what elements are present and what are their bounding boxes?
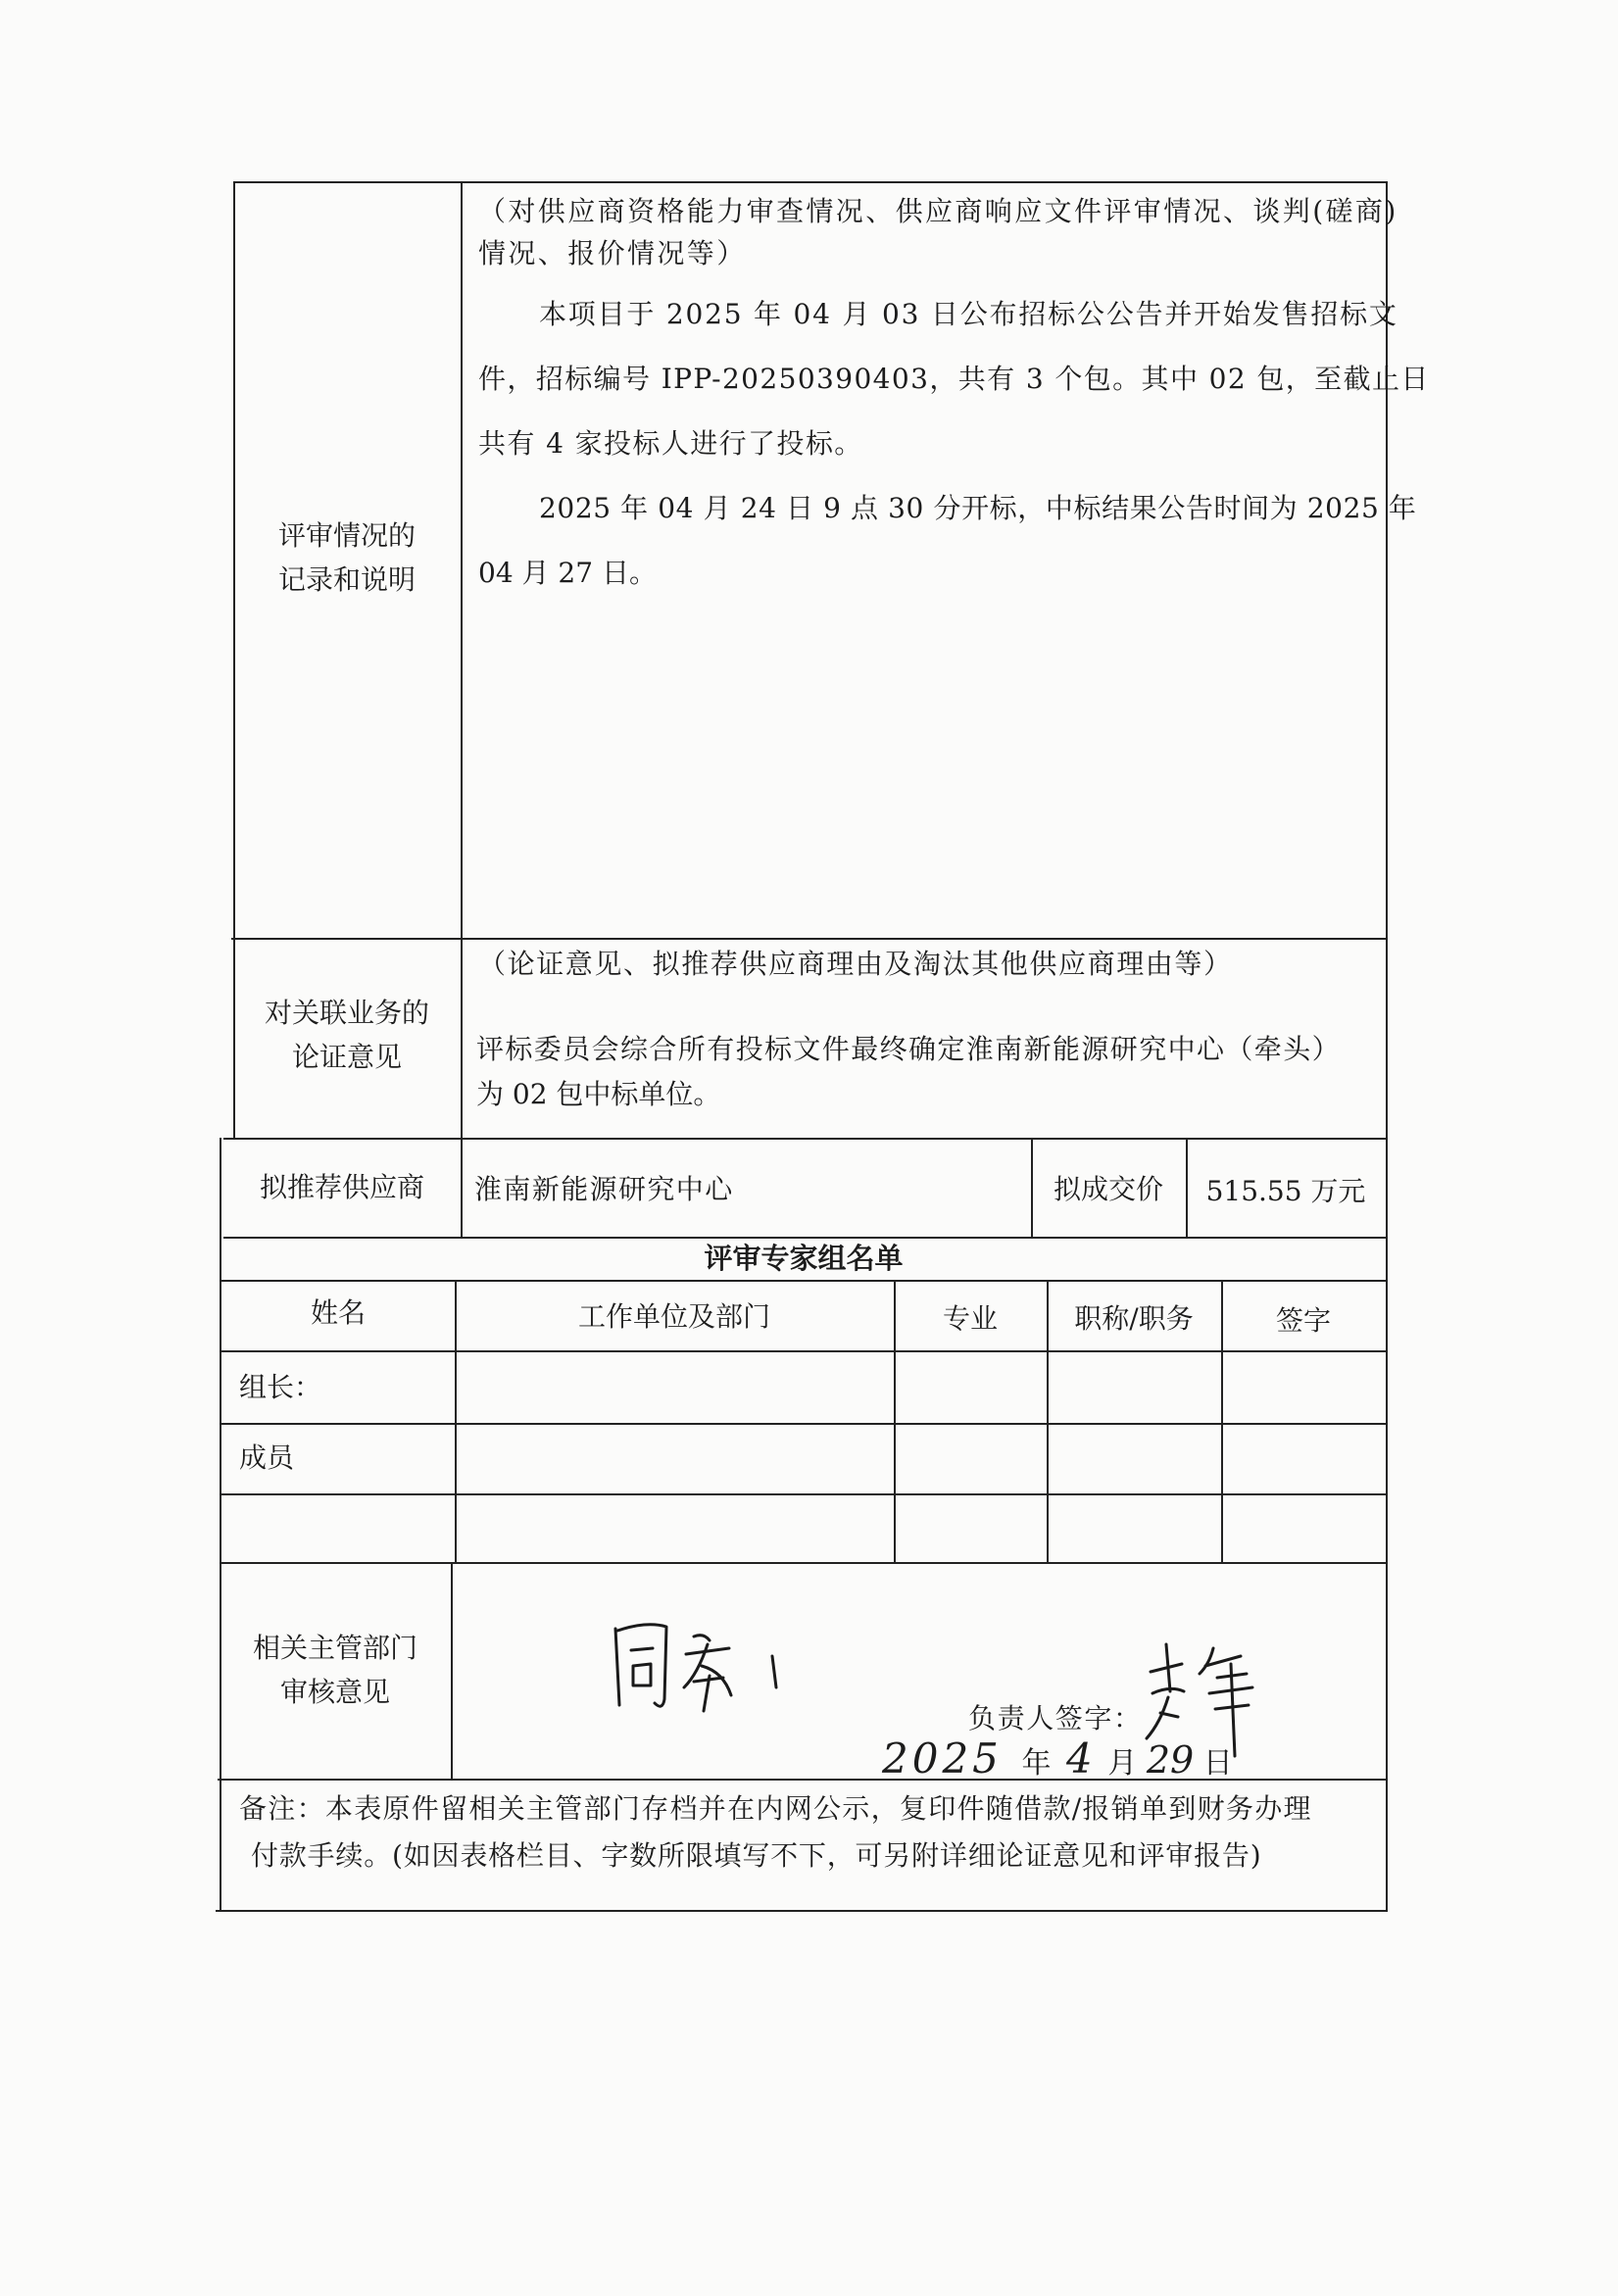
review-record-label <box>233 514 461 602</box>
review-record-hint-line: 情况、报价情况等） <box>478 237 747 270</box>
approval-date-day-label: 日 <box>1202 1746 1233 1781</box>
argument-body-line: 评标委员会综合所有投标文件最终确定淮南新能源研究中心（牵头） <box>476 1033 1342 1065</box>
argument-label-line: 对关联业务的 <box>264 997 429 1029</box>
review-record-hint <box>478 190 1398 275</box>
argument-label <box>233 992 461 1079</box>
remarks-line: 备注：本表原件留相关主管部门存档并在内网公示，复印件随借款/报销单到财务办理 <box>239 1792 1312 1825</box>
recommend-supplier: 淮南新能源研究中心 <box>474 1173 734 1205</box>
rule-after-member-2 <box>220 1562 1388 1564</box>
experts-header-major: 专业 <box>942 1302 998 1335</box>
rule-after-review <box>231 938 1388 940</box>
rule-label-col <box>461 181 463 1237</box>
review-record-body-line: 04 月 27 日。 <box>478 557 657 589</box>
rule-after-leader <box>221 1423 1388 1425</box>
rule-approval-col <box>451 1562 453 1779</box>
argument-label-line: 论证意见 <box>291 1041 402 1074</box>
experts-header-name: 姓名 <box>310 1296 366 1329</box>
review-record-body-line: 件，招标编号 IPP-20250390403，共有 3 个包。其中 02 包，至截止日 <box>478 363 1430 395</box>
approval-label-line: 审核意见 <box>279 1676 390 1709</box>
approval-label-line: 相关主管部门 <box>252 1632 417 1664</box>
remarks-line: 付款手续。(如因表格栏目、字数所限填写不下，可另附详细论证意见和评审报告) <box>251 1839 1262 1872</box>
review-record-body <box>478 282 1430 606</box>
experts-title: 评审专家组名单 <box>704 1242 904 1275</box>
review-record-body-line: 2025 年 04 月 24 日 9 点 30 分开标，中标结果公告时间为 2025 年 <box>539 492 1417 524</box>
approval-date-month-handwritten: 4 <box>1065 1734 1093 1783</box>
approval-opinion-handwriting <box>608 1617 804 1725</box>
argument-body <box>476 1027 1341 1117</box>
approval-date-year-handwritten: 2025 <box>882 1734 1003 1783</box>
recommend-label: 拟推荐供应商 <box>259 1171 424 1203</box>
experts-header-signature: 签字 <box>1275 1304 1331 1337</box>
approval-date-day-handwritten: 29 <box>1146 1738 1195 1782</box>
experts-header-title: 职称/职务 <box>1074 1302 1194 1335</box>
experts-header-unit: 工作单位及部门 <box>577 1300 770 1333</box>
review-record-hint-line: （对供应商资格能力审查情况、供应商响应文件评审情况、谈判(磋商) <box>478 195 1398 227</box>
rule-bottom <box>216 1910 1388 1912</box>
price-value: 515.55 万元 <box>1205 1175 1366 1207</box>
approval-signer-label: 负责人签字： <box>968 1702 1143 1734</box>
review-record-label-line: 评审情况的 <box>277 519 416 552</box>
review-record-body-line: 本项目于 2025 年 04 月 03 日公布招标公公告并开始发售招标文 <box>539 298 1398 330</box>
approval-date <box>882 1734 1233 1783</box>
review-record-label-line: 记录和说明 <box>277 563 416 597</box>
remarks <box>239 1785 1312 1880</box>
review-record-body-line: 共有 4 家投标人进行了投标。 <box>478 427 863 460</box>
argument-hint: （论证意见、拟推荐供应商理由及淘汰其他供应商理由等） <box>478 948 1233 980</box>
price-label: 拟成交价 <box>1053 1173 1163 1205</box>
argument-body-line: 为 02 包中标单位。 <box>476 1078 721 1110</box>
rule-top <box>233 181 1388 183</box>
approval-date-year-label: 年 <box>1021 1746 1052 1781</box>
rule-after-member-1 <box>221 1493 1388 1495</box>
rule-after-argument <box>223 1138 1388 1140</box>
rule-after-expert-header <box>221 1350 1388 1352</box>
approval-label <box>220 1627 451 1714</box>
experts-member-label: 成员 <box>239 1441 295 1474</box>
experts-leader-label: 组长： <box>239 1371 322 1403</box>
approval-date-month-label: 月 <box>1107 1746 1138 1781</box>
